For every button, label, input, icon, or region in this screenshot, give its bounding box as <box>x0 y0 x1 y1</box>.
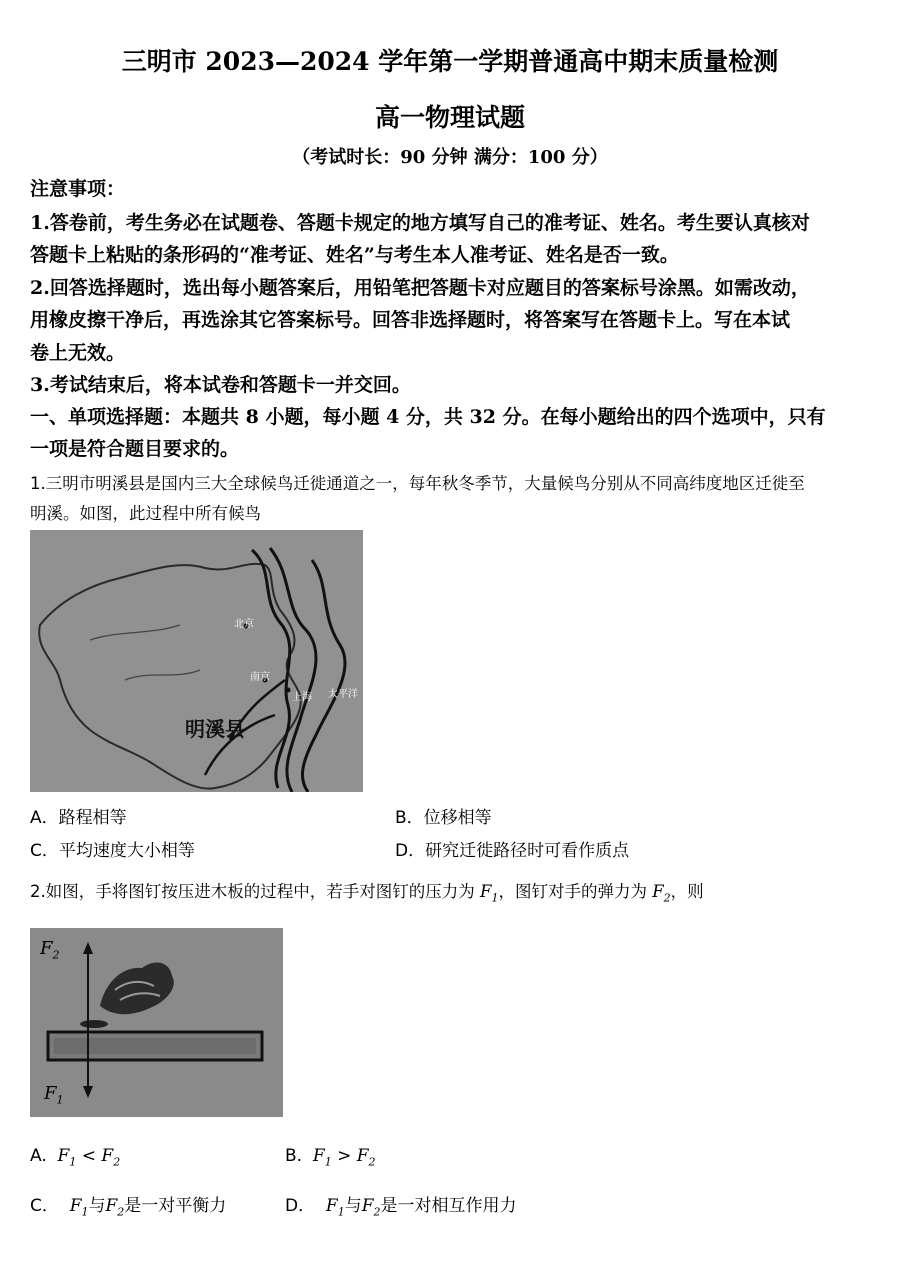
notes-line: 1.答卷前，考生务必在试题卷、答题卡规定的地方填写自己的准考证、姓名。考生要认真核对 <box>30 212 810 234</box>
q2-option-b: B. $F_1 > F_2$ <box>285 1146 376 1169</box>
thumbtack-graphic <box>30 928 283 1117</box>
thumbtack-figure <box>30 928 283 1117</box>
notes-line: 3.考试结束后，将本试卷和答题卡一并交回。 <box>30 374 411 396</box>
figure-label-f1: $F_1$ <box>44 1083 64 1107</box>
map-label-nanjing: 南京 <box>250 672 270 683</box>
q1-option-c: C．平均速度大小相等 <box>30 841 195 861</box>
question-1-stem: 1.三明市明溪县是国内三大全球候鸟迁徙通道之一，每年秋冬季节，大量候鸟分别从不同高纬度地区迁徙至 <box>30 474 805 493</box>
q2-option-c: C． $F_1$与$F_2$是一对平衡力 <box>30 1196 227 1219</box>
map-label-county: 明溪县 <box>185 717 245 741</box>
q2-stem-part: ，则 <box>670 882 704 901</box>
q2-f2-symbol: $F_2$ <box>652 882 671 905</box>
map-label-pacific: 太平洋 <box>328 689 358 700</box>
notes-heading: 注意事项： <box>30 178 126 200</box>
notes-line: 2.回答选择题时，选出每小题答案后，用铅笔把答题卡对应题目的答案标号涂黑。如需改动， <box>30 277 810 299</box>
map-label-shanghai: 上海 <box>292 692 312 703</box>
notes-line: 卷上无效。 <box>30 342 126 364</box>
question-2-stem <box>30 878 704 904</box>
q2-stem-part: ，图钉对手的弹力为 <box>498 882 653 901</box>
q1-option-b: B．位移相等 <box>395 808 492 828</box>
q2-option-a: A. $F_1 < F_2$ <box>30 1146 121 1169</box>
paper-subtitle: 高一物理试题 <box>374 103 525 132</box>
section-heading-cont: 一项是符合题目要求的。 <box>30 438 240 460</box>
exam-title: 三明市 2023—2024 学年第一学期普通高中期末质量检测 <box>121 47 779 76</box>
q2-f1-symbol: $F_1$ <box>480 882 499 905</box>
q2-option-d: D． $F_1$与$F_2$是一对相互作用力 <box>285 1196 517 1219</box>
q2-stem-part: 2.如图，手将图钉按压进木板的过程中，若手对图钉的压力为 <box>30 882 480 901</box>
map-label-beijing: 北京 <box>234 619 254 630</box>
exam-info: （考试时长：90 分钟 满分：100 分） <box>292 147 608 168</box>
q1-option-d: D．研究迁徙路径时可看作质点 <box>395 841 630 861</box>
question-1-stem-cont: 明溪。如图，此过程中所有候鸟 <box>30 504 261 523</box>
notes-line: 用橡皮擦干净后，再选涂其它答案标号。回答非选择题时，将答案写在答题卡上。写在本试 <box>30 309 791 331</box>
section-heading: 一、单项选择题：本题共 8 小题，每小题 4 分，共 32 分。在每小题给出的四个选项中，只有 <box>30 406 826 428</box>
notes-line: 答题卡上粘贴的条形码的“准考证、姓名”与考生本人准考证、姓名是否一致。 <box>30 244 679 266</box>
q1-option-a: A．路程相等 <box>30 808 127 828</box>
china-map-graphic <box>30 530 363 792</box>
figure-label-f2: $F_2$ <box>40 938 60 962</box>
migration-map-figure <box>30 530 363 792</box>
